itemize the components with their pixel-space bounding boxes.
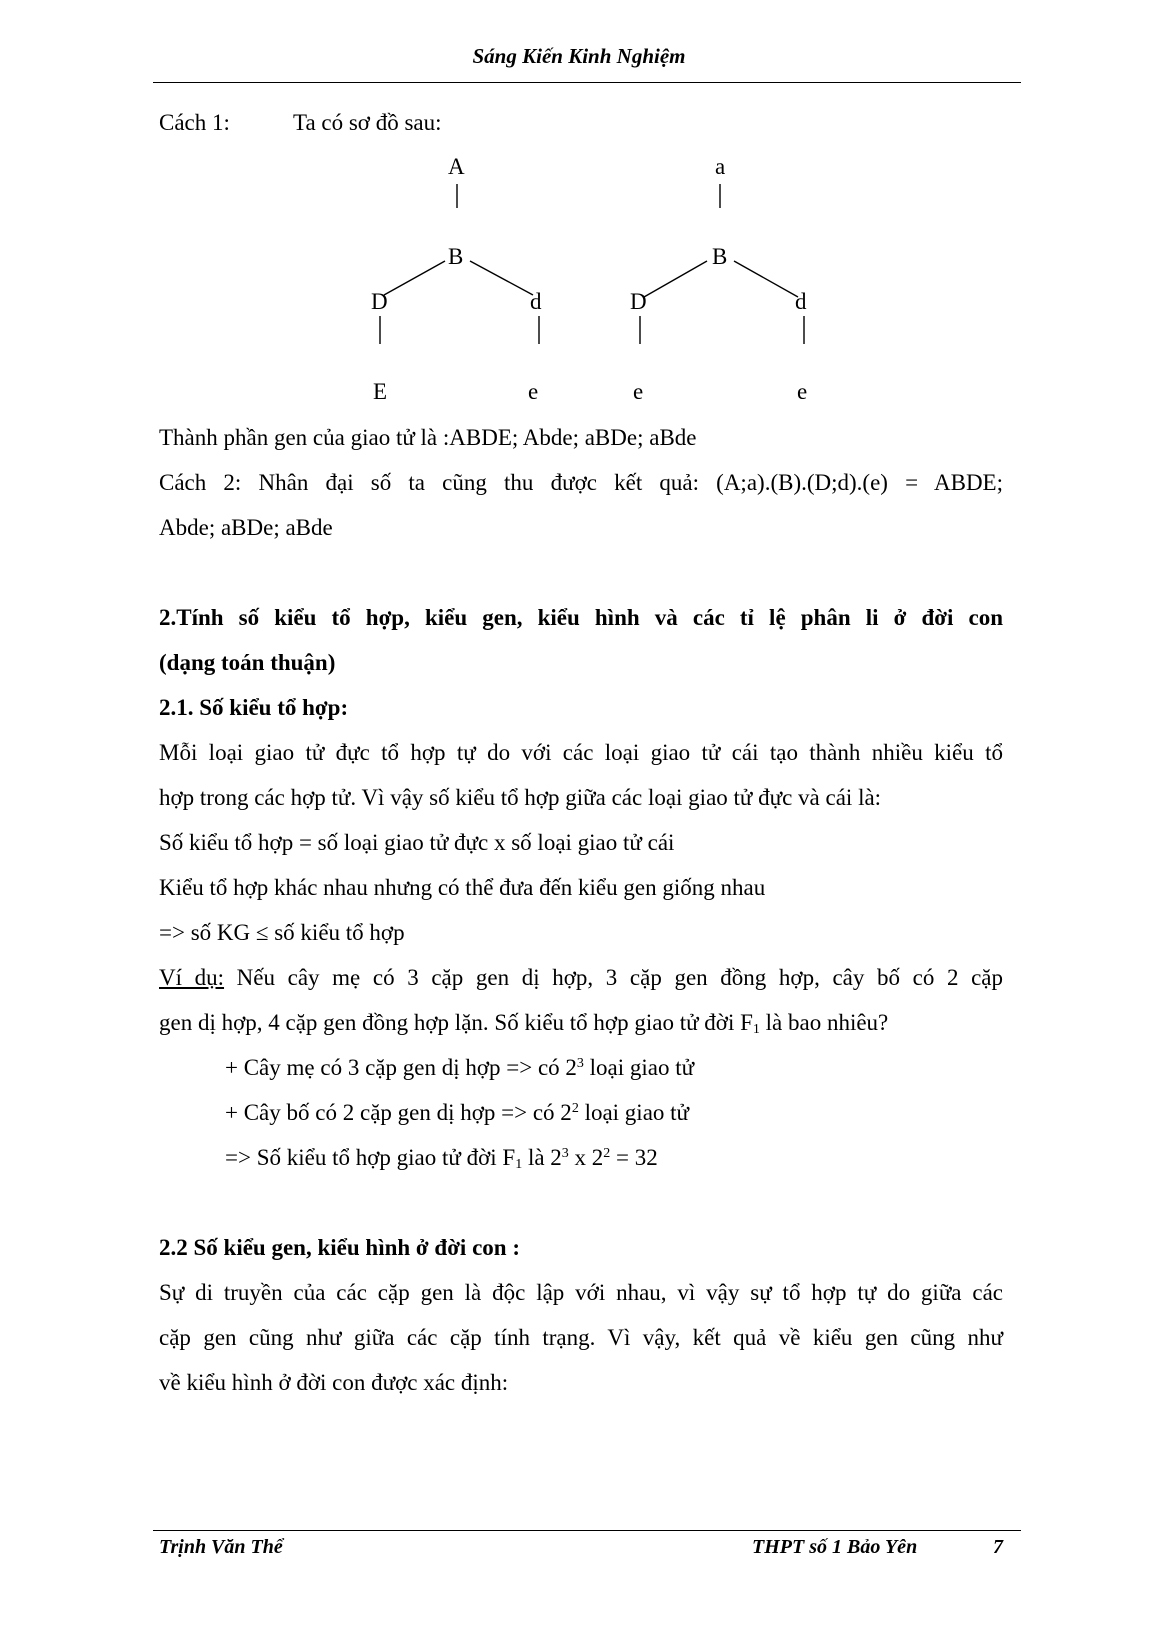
tree-right-node-bottom-left: e — [633, 379, 644, 404]
tree-left-node-mid: B — [448, 244, 464, 269]
section2-1-formula: Số kiểu tổ hợp = số loại giao tử đực x số loại giao tử cái — [159, 830, 675, 855]
section2-heading-line2: (dạng toán thuận) — [159, 650, 336, 675]
section2-1-heading: 2.1. Số kiểu tổ hợp: — [159, 695, 349, 720]
result-exponent1: 3 — [561, 1146, 569, 1161]
footer-school: THPT số 1 Bảo Yên — [752, 1536, 918, 1558]
example-label: Ví dụ: — [159, 965, 225, 990]
tree-right-line-b-dd — [734, 261, 798, 297]
result-line — [225, 1143, 658, 1173]
result-post: = 32 — [610, 1145, 658, 1170]
tree-left-node-right: d — [530, 289, 542, 314]
section2-heading-line1: 2.Tính số kiểu tổ hợp, kiểu gen, kiểu hình và các tỉ lệ phân li ở đời con — [159, 605, 1003, 630]
example-line2-pre: gen dị hợp, 4 cặp gen đồng hợp lặn. Số kiểu tổ hợp giao tử đời F — [159, 1010, 753, 1035]
method1-label: Cách 1: — [159, 110, 230, 135]
page-header-title: Sáng Kiến Kinh Nghiệm — [472, 44, 686, 68]
result-mid1: là 2 — [522, 1145, 562, 1170]
mother-gametes-line — [225, 1053, 694, 1083]
tree-left-node-bottom-right: e — [528, 379, 539, 404]
section2-2-heading: 2.2 Số kiểu gen, kiểu hình ở đời con : — [159, 1235, 520, 1260]
section2-1-paragraph-line1: Mỗi loại giao tử đực tổ hợp tự do với các loại giao tử cái tạo thành nhiều kiểu tổ — [159, 740, 1003, 765]
method2-line1: Cách 2: Nhân đại số ta cũng thu được kết quả: (A;a).(B).(D;d).(e) = ABDE; — [159, 470, 1003, 495]
section2-2-paragraph-line2: cặp gen cũng như giữa các cặp tính trạng. Vì vậy, kết quả về kiểu gen cũng như — [159, 1325, 1003, 1350]
result-subscript: 1 — [515, 1157, 523, 1172]
footer-page-number: 7 — [993, 1536, 1003, 1558]
section2-1-note: Kiểu tổ hợp khác nhau nhưng có thể đưa đến kiểu gen giống nhau — [159, 875, 766, 900]
tree-left-node-bottom-left: E — [373, 379, 388, 404]
father-gametes-line — [225, 1098, 689, 1128]
method1-text: Ta có sơ đồ sau: — [293, 110, 442, 135]
tree-left-line-b-d — [384, 261, 445, 295]
example-line1 — [159, 963, 1003, 993]
tree-left-line-b-dd — [470, 261, 533, 295]
father-exponent: 2 — [571, 1101, 579, 1116]
tree-right-node-mid: B — [712, 244, 728, 269]
father-post: loại giao tử — [578, 1100, 690, 1125]
mother-post: loại giao tử — [583, 1055, 695, 1080]
gamete-composition-text: Thành phần gen của giao tử là :ABDE; Abde; aBDe; aBde — [159, 425, 697, 450]
tree-right-node-bottom-right: e — [797, 379, 808, 404]
tree-right-line-b-d — [644, 261, 707, 297]
footer-rule — [153, 1530, 1021, 1531]
tree-left-node-left: D — [371, 289, 388, 314]
result-exponent2: 2 — [603, 1146, 611, 1161]
mother-exponent: 3 — [576, 1056, 584, 1071]
method2-line2: Abde; aBDe; aBde — [159, 515, 333, 540]
gamete-tree-diagram — [0, 0, 1158, 420]
tree-right-node-left: D — [630, 289, 647, 314]
result-pre: => Số kiểu tổ hợp giao tử đời F — [225, 1145, 516, 1170]
example-line2 — [159, 1008, 888, 1038]
result-mid2: x 2 — [568, 1145, 604, 1170]
example-line2-subscript: 1 — [752, 1022, 760, 1037]
section2-2-paragraph-line3: về kiểu hình ở đời con được xác định: — [159, 1370, 509, 1395]
footer-author: Trịnh Văn Thể — [159, 1536, 283, 1558]
example-line1-text: Nếu cây mẹ có 3 cặp gen dị hợp, 3 cặp gen đồng hợp, cây bố có 2 cặp — [224, 965, 1004, 990]
tree-right-node-right: d — [795, 289, 807, 314]
section2-1-paragraph-line2: hợp trong các hợp tử. Vì vậy số kiểu tổ hợp giữa các loại giao tử đực và cái là: — [159, 785, 882, 810]
section2-1-inequality: => số KG ≤ số kiểu tổ hợp — [159, 920, 405, 945]
father-pre: + Cây bố có 2 cặp gen dị hợp => có 2 — [225, 1100, 572, 1125]
mother-pre: + Cây mẹ có 3 cặp gen dị hợp => có 2 — [225, 1055, 577, 1080]
section2-2-paragraph-line1: Sự di truyền của các cặp gen là độc lập với nhau, vì vậy sự tổ hợp tự do giữa các — [159, 1280, 1003, 1305]
tree-right-node-top: a — [715, 154, 726, 179]
example-line2-post: là bao nhiêu? — [759, 1010, 889, 1035]
tree-left-node-top: A — [448, 154, 465, 179]
